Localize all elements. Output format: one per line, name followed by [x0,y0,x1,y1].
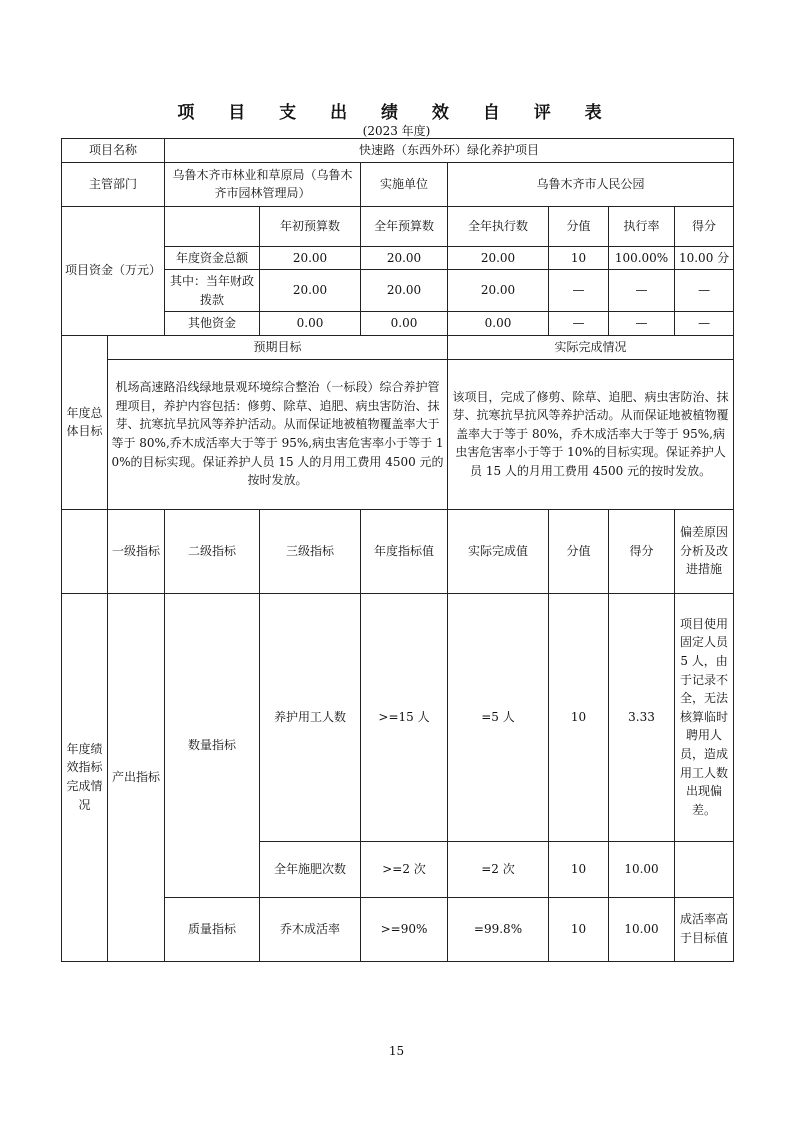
funds-header: 得分 [675,206,734,246]
self-evaluation-table [61,138,734,962]
funds-cell: 0.00 [361,312,448,336]
funds-cell: 20.00 [361,246,448,270]
project-name-value: 快速路（东西外环）绿化养护项目 [165,139,734,163]
quality-indicator: 质量指标 [165,897,260,961]
funds-cell: 0.00 [260,312,361,336]
goals-label: 年度总体目标 [62,335,108,509]
deviation-note: 项目使用固定人员 5 人，由于记录不全，无法核算临时聘用人员，造成用工人数出现偏差。 [675,593,734,841]
funds-row-label: 其中：当年财政拨款 [165,270,260,312]
impl-value: 乌鲁木齐市人民公园 [448,162,734,206]
actual-value: =2 次 [448,841,549,897]
funds-cell: 20.00 [448,246,549,270]
funds-header: 执行率 [609,206,675,246]
dept-value: 乌鲁木齐市林业和草原局（乌鲁木齐市园林管理局） [165,162,361,206]
actual-value: =5 人 [448,593,549,841]
score-value: 10 [549,593,609,841]
funds-cell: — [675,312,734,336]
funds-cell: 20.00 [448,270,549,312]
funds-cell: 10.00 分 [675,246,734,270]
actual-value: =99.8% [448,897,549,961]
score: 3.33 [609,593,675,841]
indicator-header: 年度指标值 [361,509,448,593]
funds-cell: — [675,270,734,312]
indicators-section-label: 年度绩效指标完成情况 [62,593,108,961]
funds-cell: 0.00 [448,312,549,336]
indicator-header: 二级指标 [165,509,260,593]
indicator-header: 一级指标 [108,509,165,593]
dept-row [62,162,734,206]
actual-completion-text: 该项目，完成了修剪、除草、追肥、病虫害防治、抹芽、抗寒抗旱抗风等养护活动。从而保证地被植物覆盖率大于等于 80%，乔木成活率大于等于 95%,病虫害危害率小于等于 10%的目标实现。保证养护人员 15 人的月用工费用 4500 元的按时发放。 [448,359,734,509]
dept-label: 主管部门 [62,162,165,206]
target-value: >=2 次 [361,841,448,897]
score: 10.00 [609,841,675,897]
funds-header: 分值 [549,206,609,246]
expected-goal-text: 机场高速路沿线绿地景观环境综合整治（一标段）综合养护管理项目，养护内容包括：修剪、除草、追肥、病虫害防治、抹芽、抗寒抗旱抗风等养护活动。从而保证地被植物覆盖率大于等于 80%,乔木成活率大于等于 95%,病虫害危害率小于等于 10%的目标实现。保证养护人员 15 人的月用工费用 4500 元的按时发放。 [108,359,448,509]
funds-row-label: 其他资金 [165,312,260,336]
funds-cell: 100.00% [609,246,675,270]
level3-indicator: 乔木成活率 [260,897,361,961]
project-name-row [62,139,734,163]
indicators-header-empty [62,509,108,593]
project-name-label: 项目名称 [62,139,165,163]
goals-content-row [62,359,734,509]
page-number: 15 [388,1044,405,1058]
indicator-header: 偏差原因分析及改进措施 [675,509,734,593]
target-value: >=90% [361,897,448,961]
indicator-header: 分值 [549,509,609,593]
deviation-note: 成活率高于目标值 [675,897,734,961]
indicator-header: 三级指标 [260,509,361,593]
indicator-header: 实际完成值 [448,509,549,593]
funds-cell: — [609,270,675,312]
quantity-indicator: 数量指标 [165,593,260,897]
actual-completion-header: 实际完成情况 [448,335,734,359]
level3-indicator: 全年施肥次数 [260,841,361,897]
page-title: 项 目 支 出 绩 效 自 评 表 [177,103,616,123]
indicators-header-row [62,509,734,593]
level3-indicator: 养护用工人数 [260,593,361,841]
funds-header: 全年预算数 [361,206,448,246]
funds-cell: 20.00 [361,270,448,312]
funds-header-empty [165,206,260,246]
score-value: 10 [549,897,609,961]
page-subtitle: (2023 年度) [362,124,431,138]
funds-cell: — [549,312,609,336]
target-value: >=15 人 [361,593,448,841]
score-value: 10 [549,841,609,897]
funds-header: 年初预算数 [260,206,361,246]
funds-row-label: 年度资金总额 [165,246,260,270]
score: 10.00 [609,897,675,961]
funds-label: 项目资金（万元） [62,206,165,335]
indicator-row [62,593,734,841]
funds-cell: 20.00 [260,246,361,270]
funds-header: 全年执行数 [448,206,549,246]
funds-header-row [62,206,734,246]
funds-cell: 10 [549,246,609,270]
indicator-header: 得分 [609,509,675,593]
deviation-note [675,841,734,897]
funds-cell: 20.00 [260,270,361,312]
expected-goal-header: 预期目标 [108,335,448,359]
level1-indicator: 产出指标 [108,593,165,961]
goals-header-row [62,335,734,359]
impl-label: 实施单位 [361,162,448,206]
funds-cell: — [609,312,675,336]
funds-cell: — [549,270,609,312]
